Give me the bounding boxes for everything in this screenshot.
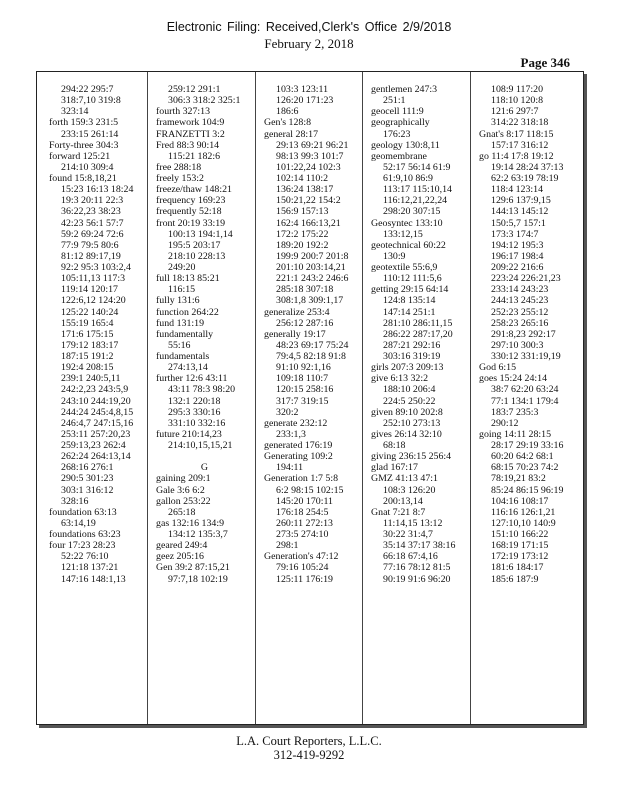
- index-continuation-line: 259:12 291:1: [168, 84, 221, 95]
- index-continuation-line: 118:10 120:8: [491, 95, 544, 107]
- index-continuation-line: 63:14,19: [61, 517, 96, 529]
- index-entry-line: front 20:19 33:19: [156, 217, 226, 229]
- index-continuation-line: 273:5 274:10: [276, 529, 329, 540]
- index-continuation-line: 233:14 243:23: [491, 284, 549, 296]
- index-continuation-line: 98:13 99:3 101:7: [276, 150, 344, 162]
- index-continuation-line: 77:9 79:5 80:6: [61, 239, 119, 251]
- index-entry-line: given 89:10 202:8: [371, 406, 443, 418]
- index-continuation-line: 119:14 120:17: [61, 284, 118, 296]
- index-entry-line: gallon 253:22: [156, 495, 211, 507]
- index-continuation-line: 120:15 258:16: [276, 384, 334, 396]
- index-continuation-line: 103:3 123:11: [276, 84, 329, 95]
- index-continuation-line: 61:9,10 86:9: [383, 173, 433, 184]
- index-continuation-line: 233:15 261:14: [61, 128, 119, 140]
- index-continuation-line: 52:17 56:14 61:9: [383, 161, 451, 173]
- index-entry-line: geographically: [371, 117, 430, 129]
- index-continuation-line: 59:2 69:24 72:6: [61, 228, 124, 240]
- index-continuation-line: 328:16: [61, 495, 89, 507]
- index-continuation-line: 55:16: [168, 339, 191, 351]
- index-continuation-line: 68:18: [383, 440, 406, 451]
- index-continuation-line: 127:10,10 140:9: [491, 517, 556, 529]
- index-continuation-line: 308:1,8 309:1,17: [276, 295, 344, 307]
- index-entry-line: geotextile 55:6,9: [371, 262, 438, 273]
- index-entry-line: gentlemen 247:3: [371, 84, 438, 95]
- index-continuation-line: 42:23 56:1 57:7: [61, 217, 124, 229]
- index-entry-line: Geosyntec 133:10: [371, 217, 443, 229]
- index-continuation-line: 199:9 200:7 201:8: [276, 250, 349, 262]
- index-continuation-line: 79:4,5 82:18 91:8: [276, 351, 346, 362]
- index-continuation-line: 134:12 135:3,7: [168, 529, 228, 540]
- index-continuation-line: 242:2,23 243:5,9: [61, 384, 129, 396]
- index-continuation-line: 150:21,22 154:2: [276, 195, 341, 207]
- index-entry-line: Generating 109:2: [264, 451, 333, 463]
- index-continuation-line: 109:18 110:7: [276, 373, 329, 385]
- index-continuation-line: 132:1 220:18: [168, 395, 221, 407]
- index-entry-line: Gen 39:2 87:15,21: [156, 562, 230, 574]
- index-continuation-line: 133:12,15: [383, 228, 423, 240]
- index-entry-line: found 15:8,18,21: [49, 173, 117, 184]
- index-continuation-line: 157:17 316:12: [491, 139, 549, 151]
- index-entry-line: function 264:22: [156, 306, 219, 318]
- index-continuation-line: 318:7,10 319:8: [61, 95, 121, 107]
- index-continuation-line: 181:6 184:17: [491, 562, 544, 574]
- index-continuation-line: 36:22,23 38:23: [61, 206, 121, 218]
- index-continuation-line: 122:6,12 124:20: [61, 295, 126, 307]
- index-continuation-line: 297:10 300:3: [491, 339, 544, 351]
- index-continuation-line: 291:8,23 292:17: [491, 328, 556, 340]
- index-continuation-line: 195:5 203:17: [168, 239, 221, 251]
- index-entry-line: gaining 209:1: [156, 473, 211, 485]
- index-entry-line: Generation 1:7 5:8: [264, 473, 339, 485]
- index-entry-line: generated 176:19: [264, 440, 333, 451]
- index-continuation-line: 262:24 264:13,14: [61, 451, 131, 463]
- index-continuation-line: 290:5 301:23: [61, 473, 114, 485]
- index-entry-line: GMZ 41:13 47:1: [371, 473, 438, 485]
- index-continuation-line: 303:16 319:19: [383, 351, 441, 362]
- index-continuation-line: 251:1: [383, 95, 406, 107]
- index-continuation-line: 233:1,3: [276, 428, 306, 440]
- index-entry-line: free 288:18: [156, 161, 202, 173]
- index-continuation-line: 52:22 76:10: [61, 551, 109, 563]
- index-entry-line: gas 132:16 134:9: [156, 517, 225, 529]
- index-continuation-line: 155:19 165:4: [61, 317, 114, 329]
- index-continuation-line: 214:10 309:4: [61, 161, 114, 173]
- index-continuation-line: 151:10 166:22: [491, 529, 549, 540]
- index-continuation-line: 77:1 134:1 179:4: [491, 395, 559, 407]
- index-column-1: [49, 84, 145, 712]
- index-continuation-line: 303:1 316:12: [61, 484, 114, 496]
- index-continuation-line: 186:6: [276, 106, 299, 118]
- index-entry-line: freely 153:2: [156, 173, 204, 184]
- index-entry-line: [156, 451, 253, 462]
- index-continuation-line: 252:23 255:12: [491, 306, 549, 318]
- index-continuation-line: 105:11,13 117:3: [61, 273, 126, 285]
- index-continuation-line: 35:14 37:17 38:16: [383, 540, 456, 552]
- index-entry-line: generate 232:12: [264, 417, 328, 429]
- index-continuation-line: 223:24 226:21,23: [491, 273, 561, 285]
- index-entry-line: gives 26:14 32:10: [371, 428, 442, 440]
- index-continuation-line: 77:16 78:12 81:5: [383, 562, 451, 574]
- index-continuation-line: 38:7 62:20 63:24: [491, 384, 559, 396]
- index-continuation-line: 92:2 95:3 103:2,4: [61, 262, 131, 273]
- index-continuation-line: 162:4 166:13,21: [276, 217, 341, 229]
- index-entry-line: fully 131:6: [156, 295, 200, 307]
- index-entry-line: go 11:4 17:8 19:12: [479, 150, 554, 162]
- index-continuation-line: 214:10,15,15,21: [168, 440, 233, 451]
- index-continuation-line: 121:6 297:7: [491, 106, 539, 118]
- index-continuation-line: 209:22 216:6: [491, 262, 544, 273]
- index-continuation-line: 19:3 20:11 22:3: [61, 195, 124, 207]
- index-continuation-line: 147:14 251:1: [383, 306, 436, 318]
- index-continuation-line: 239:1 240:5,11: [61, 373, 121, 385]
- index-entry-line: four 17:23 28:23: [49, 540, 116, 552]
- index-continuation-line: 244:13 245:23: [491, 295, 549, 307]
- index-continuation-line: 110:12 111:5,6: [383, 273, 442, 285]
- index-continuation-line: 15:23 16:13 18:24: [61, 184, 134, 196]
- index-continuation-line: 28:17 29:19 33:16: [491, 440, 564, 451]
- index-continuation-line: 150:5,7 157:1: [491, 217, 546, 229]
- index-entry-line: foundations 63:23: [49, 529, 121, 540]
- index-continuation-line: 330:12 331:19,19: [491, 351, 561, 362]
- index-continuation-line: 285:18 307:18: [276, 284, 334, 296]
- index-continuation-line: 286:22 287:17,20: [383, 328, 453, 340]
- index-continuation-line: 320:2: [276, 406, 299, 418]
- index-continuation-line: 78:19,21 83:2: [491, 473, 546, 485]
- index-entry-line: geomembrane: [371, 150, 427, 162]
- index-continuation-line: 104:16 108:17: [491, 495, 549, 507]
- index-entry-line: fund 131:19: [156, 317, 205, 329]
- index-column-4: [371, 84, 468, 712]
- index-entry-line: frequency 169:23: [156, 195, 226, 207]
- index-continuation-line: 172:19 173:12: [491, 551, 549, 563]
- index-continuation-line: 125:22 140:24: [61, 306, 119, 318]
- index-entry-line: general 28:17: [264, 128, 319, 140]
- index-continuation-line: 244:24 245:4,8,15: [61, 406, 134, 418]
- index-entry-line: goes 15:24 24:14: [479, 373, 548, 385]
- index-entry-line: forth 159:3 231:5: [49, 117, 119, 129]
- index-continuation-line: 90:19 91:6 96:20: [383, 573, 451, 585]
- index-continuation-line: 108:9 117:20: [491, 84, 544, 95]
- index-column-5: [479, 84, 577, 712]
- index-continuation-line: 129:6 137:9,15: [491, 195, 551, 207]
- index-continuation-line: 259:13,23 262:4: [61, 440, 126, 451]
- index-continuation-line: 194:11: [276, 462, 304, 474]
- index-continuation-line: 81:12 89:17,19: [61, 250, 121, 262]
- index-entry-line: Gale 3:6 6:2: [156, 484, 205, 496]
- index-continuation-line: 192:4 208:15: [61, 362, 114, 374]
- index-continuation-line: 121:18 137:21: [61, 562, 119, 574]
- index-continuation-line: 97:7,18 102:19: [168, 573, 228, 585]
- page-footer: [0, 734, 618, 762]
- index-continuation-line: 108:3 126:20: [383, 484, 436, 496]
- reporter-phone: 312-419-9292: [273, 748, 345, 762]
- index-continuation-line: 136:24 138:17: [276, 184, 334, 196]
- index-continuation-line: 130:9: [383, 250, 406, 262]
- index-continuation-line: 100:13 194:1,14: [168, 228, 233, 240]
- index-entry-line: full 18:13 85:21: [156, 273, 220, 285]
- index-continuation-line: 298:20 307:15: [383, 206, 441, 218]
- index-entry-line: God 6:15: [479, 362, 517, 374]
- index-continuation-line: 218:10 228:13: [168, 250, 226, 262]
- index-continuation-line: 256:12 287:16: [276, 317, 334, 329]
- index-continuation-line: 295:3 330:16: [168, 406, 221, 418]
- index-continuation-line: 287:21 292:16: [383, 339, 441, 351]
- index-continuation-line: 194:12 195:3: [491, 239, 544, 251]
- index-continuation-line: 116:15: [168, 284, 196, 296]
- index-continuation-line: 62:2 63:19 78:19: [491, 173, 559, 184]
- index-entry-line: geez 205:16: [156, 551, 204, 563]
- index-column-2: [156, 84, 253, 712]
- index-continuation-line: 258:23 265:16: [491, 317, 549, 329]
- index-continuation-line: 281:10 286:11,15: [383, 317, 453, 329]
- index-continuation-line: 176:18 254:5: [276, 506, 329, 518]
- index-entry-line: freeze/thaw 148:21: [156, 184, 232, 196]
- index-entry-line: glad 167:17: [371, 462, 418, 474]
- index-entry-line: Forty-three 304:3: [49, 139, 119, 151]
- index-entry-line: Generation's 47:12: [264, 551, 339, 563]
- index-entry-line: framework 104:9: [156, 117, 225, 129]
- index-entry-line: geotechnical 60:22: [371, 239, 446, 251]
- page-number: Page 346: [520, 55, 570, 70]
- index-continuation-line: 331:10 332:16: [168, 417, 226, 429]
- index-continuation-line: 173:3 174:7: [491, 228, 539, 240]
- index-entry-line: geared 249:4: [156, 540, 208, 552]
- index-entry-line: geology 130:8,11: [371, 139, 440, 151]
- section-letter: G: [200, 462, 209, 474]
- index-continuation-line: 243:10 244:19,20: [61, 395, 131, 407]
- index-column-3: [264, 84, 360, 712]
- index-continuation-line: 294:22 295:7: [61, 84, 114, 95]
- index-continuation-line: 113:17 115:10,14: [383, 184, 452, 196]
- index-continuation-line: 201:10 203:14,21: [276, 262, 346, 273]
- index-continuation-line: 91:10 92:1,16: [276, 362, 331, 374]
- index-continuation-line: 200:13,14: [383, 495, 423, 507]
- index-entry-line: geocell 111:9: [371, 106, 424, 118]
- index-continuation-line: 224:5 250:22: [383, 395, 436, 407]
- index-frame: [36, 71, 584, 725]
- index-continuation-line: 43:11 78:3 98:20: [168, 384, 236, 396]
- index-continuation-line: 260:11 272:13: [276, 517, 333, 529]
- index-entry-line: Gen's 128:8: [264, 117, 312, 129]
- index-continuation-line: 156:9 157:13: [276, 206, 329, 218]
- index-entry-line: generally 19:17: [264, 328, 326, 340]
- index-entry-line: getting 29:15 64:14: [371, 284, 449, 296]
- filing-header: Electronic Filing: Received,Clerk's Office 2/9/2018: [166, 20, 452, 34]
- index-entry-line: generalize 253:4: [264, 306, 330, 318]
- index-continuation-line: 144:13 145:12: [491, 206, 549, 218]
- index-continuation-line: 187:15 191:2: [61, 351, 114, 362]
- index-entry-line: Fred 88:3 90:14: [156, 139, 220, 151]
- index-continuation-line: 60:20 64:2 68:1: [491, 451, 554, 463]
- index-continuation-line: 176:23: [383, 128, 411, 140]
- index-continuation-line: 116:12,21,22,24: [383, 195, 448, 207]
- index-continuation-line: 101:22,24 102:3: [276, 161, 341, 173]
- index-continuation-line: 323:14: [61, 106, 89, 118]
- index-continuation-line: 85:24 86:15 96:19: [491, 484, 564, 496]
- index-continuation-line: 196:17 198:4: [491, 250, 544, 262]
- index-entry-line: frequently 52:18: [156, 206, 222, 218]
- index-entry-line: giving 236:15 256:4: [371, 451, 452, 463]
- index-continuation-line: 116:16 126:1,21: [491, 506, 556, 518]
- index-continuation-line: 29:13 69:21 96:21: [276, 139, 349, 151]
- index-entry-line: FRANZETTI 3:2: [156, 128, 225, 140]
- index-entry-line: fourth 327:13: [156, 106, 211, 118]
- index-continuation-line: 124:8 135:14: [383, 295, 436, 307]
- index-continuation-line: 102:14 110:2: [276, 173, 329, 184]
- index-continuation-line: 274:13,14: [168, 362, 208, 374]
- index-continuation-line: 189:20 192:2: [276, 239, 329, 251]
- index-entry-line: Gnat 7:21 8:7: [371, 506, 426, 518]
- index-entry-line: forward 125:21: [49, 150, 111, 162]
- column-divider: [255, 72, 256, 724]
- index-continuation-line: 30:22 31:4,7: [383, 529, 433, 540]
- index-continuation-line: 268:16 276:1: [61, 462, 114, 474]
- index-continuation-line: 115:21 182:6: [168, 150, 221, 162]
- index-continuation-line: 66:18 67:4,16: [383, 551, 438, 563]
- index-continuation-line: 179:12 183:17: [61, 339, 119, 351]
- index-entry-line: further 12:6 43:11: [156, 373, 228, 385]
- index-continuation-line: 188:10 206:4: [383, 384, 436, 396]
- index-entry-line: Gnat's 8:17 118:15: [479, 128, 554, 140]
- index-continuation-line: 221:1 243:2 246:6: [276, 273, 349, 285]
- reporter-company: L.A. Court Reporters, L.L.C.: [236, 734, 382, 748]
- index-continuation-line: 126:20 171:23: [276, 95, 334, 107]
- column-divider: [470, 72, 471, 724]
- index-continuation-line: 168:19 171:15: [491, 540, 549, 552]
- index-continuation-line: 306:3 318:2 325:1: [168, 95, 241, 107]
- index-continuation-line: 6:2 98:15 102:15: [276, 484, 344, 496]
- index-entry-line: future 210:14,23: [156, 428, 222, 440]
- index-continuation-line: 48:23 69:17 75:24: [276, 339, 349, 351]
- index-entry-line: fundamentally: [156, 328, 214, 340]
- index-continuation-line: 172:2 175:22: [276, 228, 329, 240]
- index-entry-line: foundation 63:13: [49, 506, 117, 518]
- index-continuation-line: 317:7 319:15: [276, 395, 329, 407]
- index-continuation-line: 314:22 318:18: [491, 117, 549, 129]
- index-continuation-line: 253:11 257:20,23: [61, 428, 131, 440]
- index-continuation-line: 246:4,7 247:15,16: [61, 417, 134, 429]
- index-continuation-line: 171:6 175:15: [61, 328, 114, 340]
- index-continuation-line: 185:6 187:9: [491, 573, 539, 585]
- filing-date: February 2, 2018: [264, 36, 354, 51]
- column-divider: [147, 72, 148, 724]
- index-continuation-line: 118:4 123:14: [491, 184, 544, 196]
- index-continuation-line: 68:15 70:23 74:2: [491, 462, 559, 474]
- index-continuation-line: 79:16 105:24: [276, 562, 329, 574]
- index-continuation-line: 183:7 235:3: [491, 406, 539, 418]
- index-entry-line: give 6:13 32:2: [371, 373, 429, 385]
- index-continuation-line: 290:12: [491, 417, 519, 429]
- index-continuation-line: 19:14 28:24 37:13: [491, 161, 564, 173]
- index-continuation-line: 125:11 176:19: [276, 573, 333, 585]
- index-continuation-line: 147:16 148:1,13: [61, 573, 126, 585]
- index-continuation-line: 145:20 170:11: [276, 495, 333, 507]
- index-entry-line: fundamentals: [156, 351, 210, 362]
- index-entry-line: girls 207:3 209:13: [371, 362, 444, 374]
- column-divider: [362, 72, 363, 724]
- index-continuation-line: 298:1: [276, 540, 299, 552]
- index-entry-line: going 14:11 28:15: [479, 428, 552, 440]
- index-continuation-line: 249:20: [168, 262, 196, 273]
- index-continuation-line: 265:18: [168, 506, 196, 518]
- index-continuation-line: 252:10 273:13: [383, 417, 441, 429]
- index-continuation-line: 11:14,15 13:12: [383, 517, 443, 529]
